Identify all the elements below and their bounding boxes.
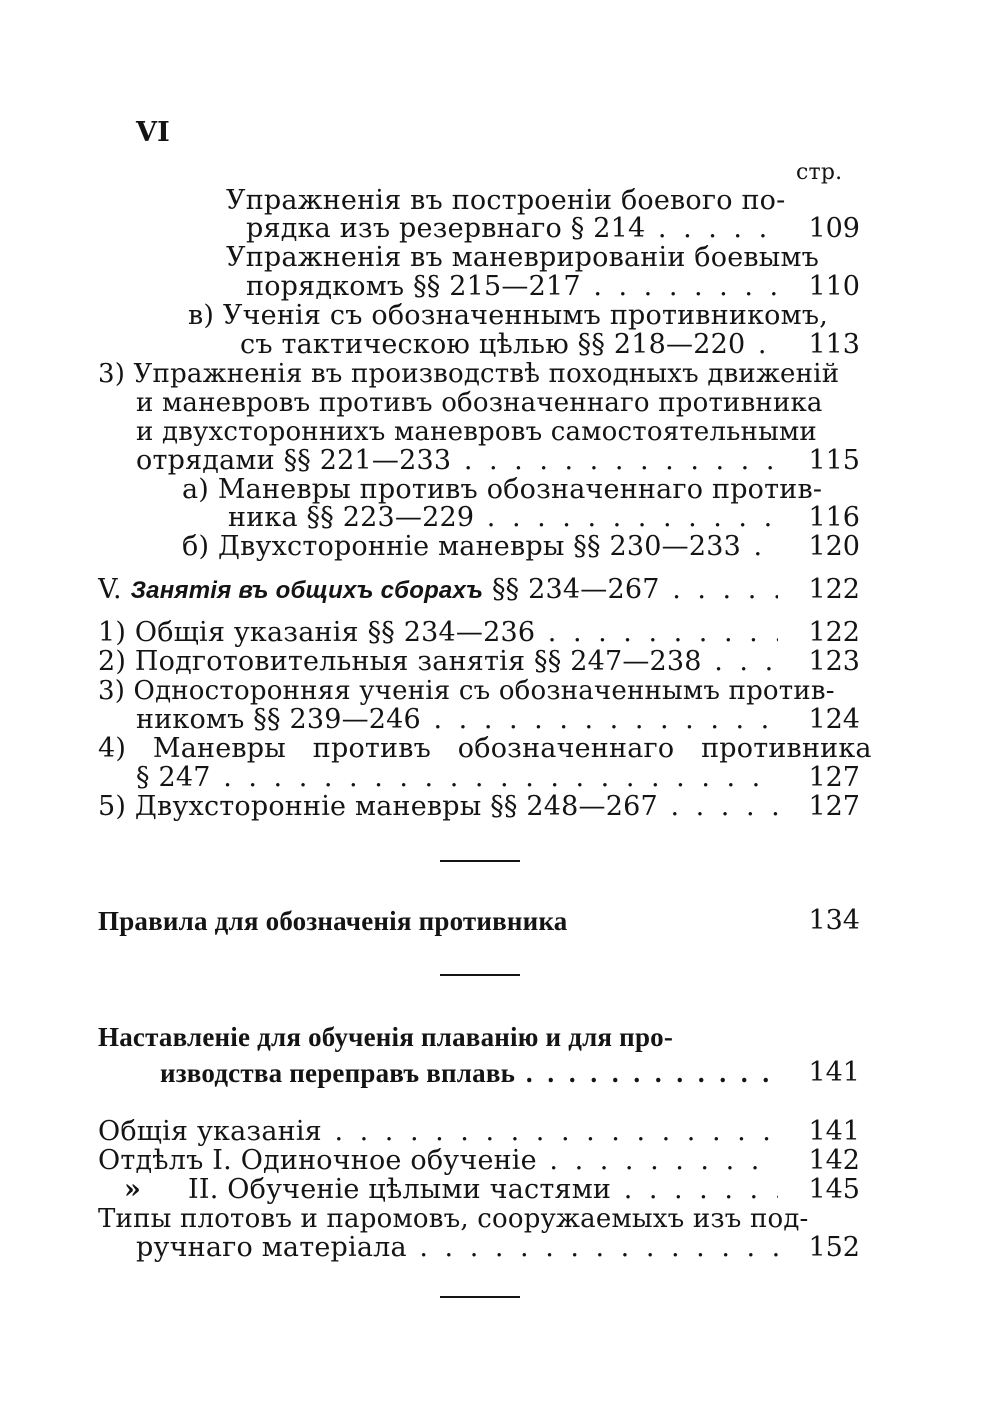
section-v-header <box>98 575 778 606</box>
toc-page-ref: 127 <box>808 762 860 793</box>
swimming-section-title: Наставленіе для обученія плаванію и для про- <box>98 1022 674 1052</box>
toc-page-ref: 115 <box>808 445 860 476</box>
toc-entry-line: а) Маневры противъ обозначеннаго против- <box>182 474 823 505</box>
toc-page-ref: 123 <box>808 646 860 677</box>
divider <box>440 860 520 862</box>
page-number: VI <box>136 117 170 148</box>
toc-page-ref: 122 <box>808 617 860 648</box>
toc-entry-line: ручнаго матеріала . . . <box>136 1233 778 1263</box>
divider <box>440 1296 520 1298</box>
toc-entry-line: отрядами §§ 221—233 . . . <box>136 446 778 476</box>
toc-page-ref: 122 <box>808 574 860 605</box>
toc-entry-line: съ тактическою цѣлью §§ 218—220 . . . <box>240 330 778 360</box>
toc-entry-line: 3) Односторонняя ученія съ обозначеннымъ против- <box>98 676 835 706</box>
toc-entry-line: порядкомъ §§ 215—217 . . . <box>246 272 778 302</box>
page-column-header: стр. <box>796 160 843 185</box>
toc-entry-line: Отдѣлъ I. Одиночное обученіе . . . <box>98 1146 778 1176</box>
toc-entry-line: и маневровъ противъ обозначеннаго противника <box>136 388 823 418</box>
toc-page-ref: 141 <box>808 1057 860 1088</box>
toc-page-ref: 110 <box>808 271 860 302</box>
toc-entry-line: 5) Двухсторонніе маневры §§ 248—267 . . . <box>98 792 778 822</box>
toc-page-ref: 152 <box>808 1232 860 1263</box>
toc-page-ref: 142 <box>808 1145 860 1176</box>
toc-entry-line: Упражненія въ построеніи боевого по- <box>226 185 786 216</box>
section-v-numeral: V. <box>98 575 122 605</box>
divider <box>440 974 520 976</box>
toc-entry-line: II. Обученіе цѣлыми частями . . . <box>188 1175 778 1205</box>
toc-page-ref: 127 <box>808 791 860 822</box>
toc-entry-line: § 247 . . . <box>136 763 778 793</box>
toc-entry-line: Типы плотовъ и паромовъ, сооружаемыхъ изъ под- <box>98 1204 809 1234</box>
toc-entry-line: 3) Упражненія въ производствѣ походныхъ движеній <box>98 359 840 389</box>
ditto-mark: » <box>124 1174 142 1205</box>
section-v-range: §§ 234—267 . . . <box>492 575 778 605</box>
toc-entry-line: в) Ученія съ обозначеннымъ противникомъ, <box>188 300 828 331</box>
toc-entry-line: никомъ §§ 239—246 . . . <box>136 705 778 735</box>
toc-page-ref: 109 <box>808 213 860 244</box>
section-v-title: Занятія въ общихъ сборахъ <box>130 577 484 604</box>
toc-entry-line: рядка изъ резервнаго § 214 . . . <box>246 214 778 244</box>
toc-page-ref: 134 <box>808 905 860 936</box>
toc-page-ref: 116 <box>808 502 860 533</box>
toc-page-ref: 141 <box>808 1116 860 1147</box>
toc-entry-line: Общія указанія . . . <box>98 1117 778 1147</box>
toc-entry-line: Упражненія въ маневрированіи боевымъ <box>226 242 820 273</box>
toc-entry-line: ника §§ 223—229 . . . <box>228 503 778 533</box>
toc-page-ref: 145 <box>808 1174 860 1205</box>
rules-section-title: Правила для обозначенія противника <box>98 906 568 936</box>
toc-entry-line: и двухстороннихъ маневровъ самостоятельными <box>136 417 817 447</box>
toc-entry-line: б) Двухсторонніе маневры §§ 230—233 . . . <box>182 532 778 562</box>
toc-entry-line: 4) Маневры противъ обозначеннаго противника <box>98 733 872 764</box>
toc-entry-line: 1) Общія указанія §§ 234—236 . . . <box>98 618 778 648</box>
toc-entry-line: 2) Подготовительныя занятія §§ 247—238 . . . <box>98 647 778 677</box>
toc-page-ref: 124 <box>808 704 860 735</box>
swimming-section-title: изводства переправъ вплавь . . . <box>160 1058 778 1088</box>
toc-page-ref: 113 <box>808 329 860 360</box>
toc-page-ref: 120 <box>808 531 860 562</box>
